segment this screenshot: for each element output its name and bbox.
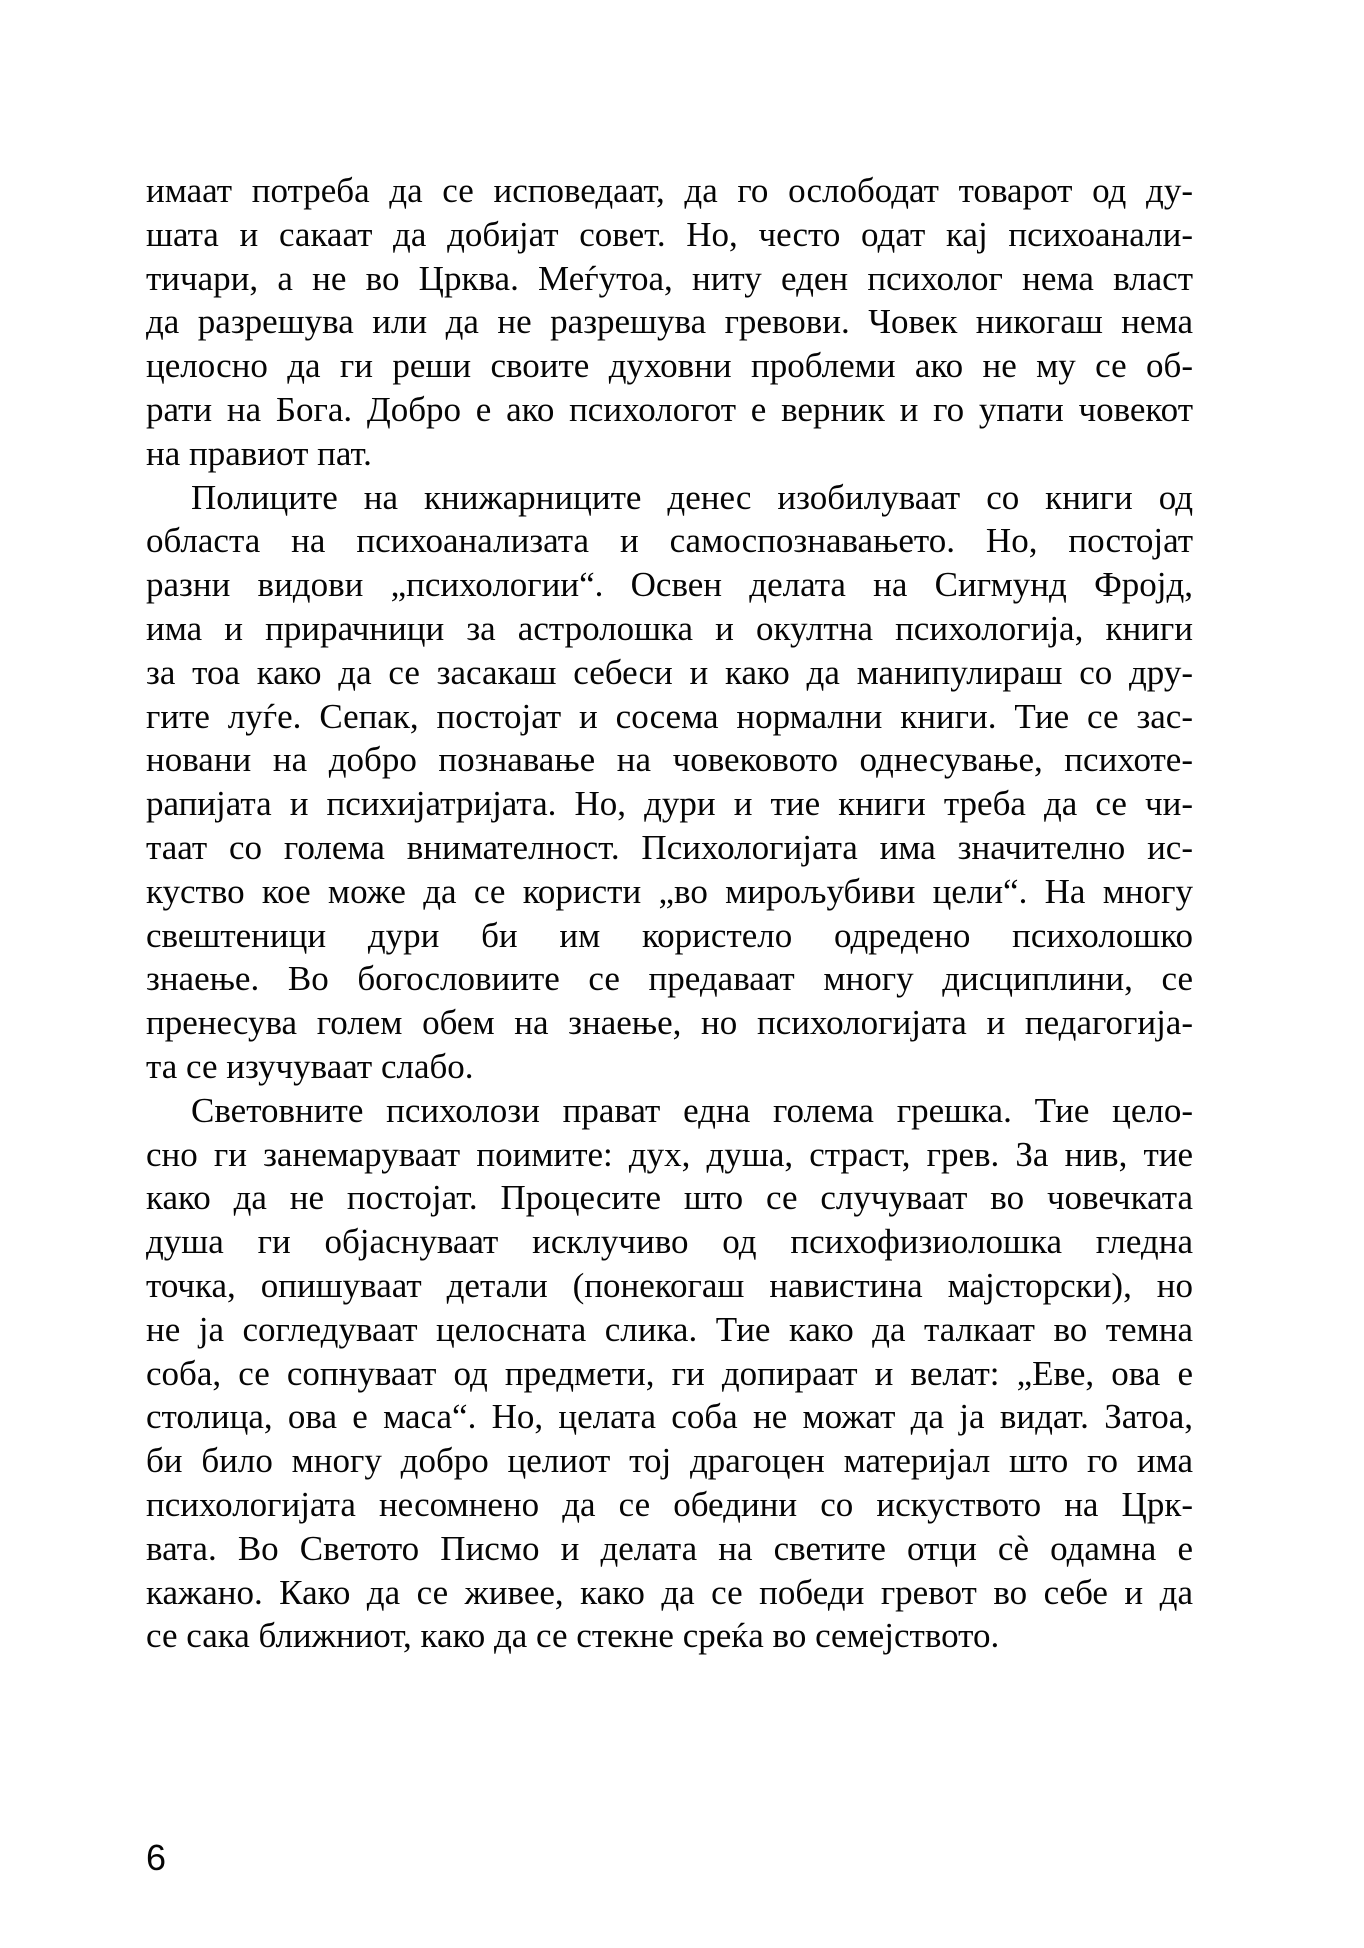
text-line: психологијата несомнено да се обедини со искуството на Црк- bbox=[146, 1484, 1193, 1524]
text-line: има и прирачници за астролошка и окултна психологија, книги bbox=[146, 608, 1193, 648]
text-line: точка, опишуваат детали (понекогаш навистина мајсторски), но bbox=[146, 1265, 1193, 1305]
text-line: за тоа како да се засакаш себеси и како да манипулираш со дру- bbox=[146, 652, 1193, 692]
text-line: соба, се сопнуваат од предмети, ги допираат и велат: „Еве, ова е bbox=[146, 1353, 1193, 1393]
text-line: сно ги занемаруваат поимите: дух, душа, страст, грев. За нив, тие bbox=[146, 1134, 1193, 1174]
text-line: не ја согледуваат целосната слика. Тие како да талкаат во темна bbox=[146, 1309, 1193, 1349]
text-line: разни видови „психологии“. Освен делата на Сигмунд Фројд, bbox=[146, 565, 1193, 605]
text-line: би било многу добро целиот тој драгоцен материјал што го има bbox=[146, 1441, 1193, 1481]
text-line: вата. Во Светото Писмо и делата на светите отци сѐ одамна е bbox=[146, 1528, 1193, 1568]
text-line: гите луѓе. Сепак, постојат и сосема нормални книги. Тие се зас- bbox=[146, 696, 1193, 736]
text-line: се сака ближниот, како да се стекне среќа во семејството. bbox=[146, 1616, 1000, 1656]
text-line: имаат потреба да се исповедаат, да го ослободат товарот од ду- bbox=[146, 171, 1193, 210]
text-line: душа ги објаснуваат исклучиво од психофизиолошка гледна bbox=[146, 1222, 1193, 1262]
page-text-block bbox=[146, 169, 1193, 1658]
text-line: та се изучуваат слабо. bbox=[146, 1046, 474, 1086]
paragraph bbox=[146, 1089, 1193, 1658]
text-line: столица, ова е маса“. Но, целата соба не можат да ја видат. Затоа, bbox=[146, 1397, 1193, 1437]
text-line: таат со голема внимателност. Психологијата има значително ис- bbox=[146, 827, 1193, 867]
page-number: 6 bbox=[146, 1837, 167, 1878]
text-line: рати на Бога. Добро е ако психологот е верник и го упати човекот bbox=[146, 389, 1193, 429]
text-line: куство кое може да се користи „во мирољубиви цели“. На многу bbox=[146, 871, 1193, 911]
text-line: знаење. Во богословиите се предаваат многу дисциплини, се bbox=[146, 959, 1193, 999]
text-line: тичари, а не во Црква. Меѓутоа, ниту еден психолог нема власт bbox=[146, 258, 1193, 298]
text-line: рапијата и психијатријата. Но, дури и тие книги треба да се чи- bbox=[146, 784, 1193, 824]
text-line: да разрешува или да не разрешува гревови. Човек никогаш нема bbox=[146, 302, 1193, 342]
text-line: Полиците на книжарниците денес изобилуваат со книги од bbox=[191, 477, 1193, 517]
text-line: новани на добро познавање на човековото однесување, психоте- bbox=[146, 740, 1193, 780]
text-line: кажано. Како да се живее, како да се победи гревот во себе и да bbox=[146, 1572, 1193, 1612]
paragraph bbox=[146, 476, 1193, 1089]
text-line: Световните психолози прават една голема грешка. Тие цело- bbox=[191, 1090, 1193, 1130]
text-line: областа на психоанализата и самоспознавањето. Но, постојат bbox=[146, 521, 1193, 561]
text-line: шата и сакаат да добијат совет. Но, често одат кај психоанали- bbox=[146, 214, 1193, 254]
text-line: како да не постојат. Процесите што се случуваат во човечката bbox=[146, 1178, 1193, 1218]
paragraph bbox=[146, 169, 1193, 476]
text-line: свештеници дури би им користело одредено психолошко bbox=[146, 915, 1193, 955]
text-line: пренесува голем обем на знаење, но психологијата и педагогија- bbox=[146, 1003, 1193, 1043]
text-line: на правиот пат. bbox=[146, 433, 372, 473]
text-line: целосно да ги реши своите духовни проблеми ако не му се об- bbox=[146, 346, 1193, 386]
